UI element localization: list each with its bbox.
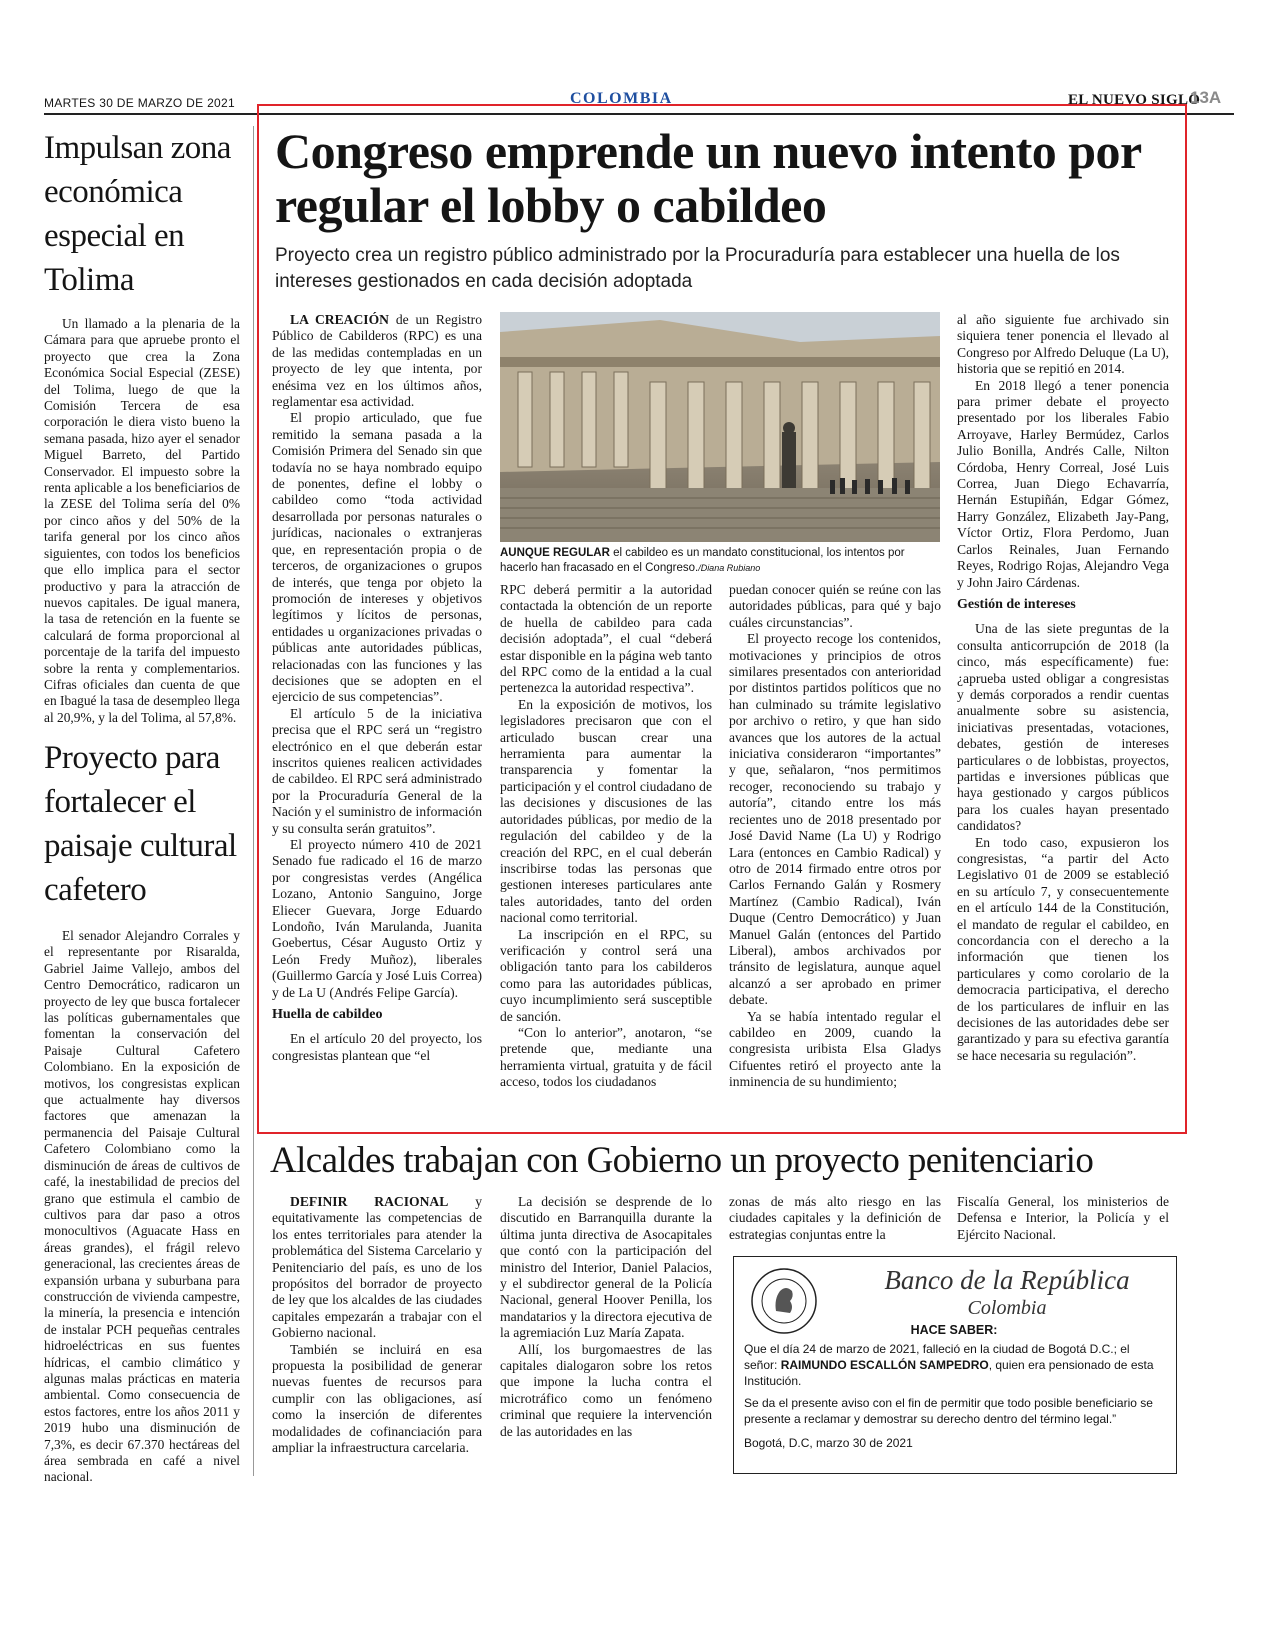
paragraph: Fiscalía General, los ministerios de Defensa e Interior, la Policía y el Ejército Nacional. bbox=[957, 1194, 1169, 1242]
issue-date: MARTES 30 DE MARZO DE 2021 bbox=[44, 96, 235, 110]
main-col-4 bbox=[957, 312, 1169, 1064]
second-col-2 bbox=[500, 1194, 712, 1440]
paragraph: Ya se había intentado regular el cabildeo en 2009, cuando la congresista uribista Elsa Gladys Cifuentes retiró el proyecto ante la inminencia de su hundimiento; bbox=[729, 1008, 941, 1090]
paragraph: Una de las siete preguntas de la consulta anticorrupción de 2018 (la cinco, más específicamente) fue: ¿aprueba usted obligar a congresistas y demás corporados a rendir cuentas anualmente sobre su asistencia, iniciativas presentadas, votaciones, debates, gestión de intereses particulares o de lobbistas, proyectos, partidas e inversiones públicas que haya gestionado y cargos públicos para los cuales hayan presentado candidatos? bbox=[957, 621, 1169, 834]
paragraph: El artículo 5 de la iniciativa precisa que el RPC será un “registro electrónico en el que deberán estar inscritos quienes realicen actividades de cabildeo. El RPC será administrado por la Procuraduría General de la Nación y el suministro de información y su consulta serán gratuitos”. bbox=[272, 705, 482, 836]
notice-title: Banco de la República bbox=[884, 1265, 1130, 1295]
second-headline: Alcaldes trabajan con Gobierno un proyecto penitenciario bbox=[270, 1140, 1094, 1181]
notice-body bbox=[744, 1341, 1164, 1451]
capitol-illustration bbox=[500, 312, 940, 542]
paragraph: También se incluirá en esa propuesta la posibilidad de generar nuevas fuentes de recursos para cumplir con las obligaciones, así como la inserción de diferentes modalidades de cofinanciación para ampliar la infraestructura carcelaria. bbox=[272, 1341, 482, 1456]
paragraph: El propio articulado, que fue remitido la semana pasada a la Comisión Primera del Senado sin que todavía no se haya nombrado equipo de ponentes, define el lobby o cabildeo como “toda actividad desarrollada por personas naturales o jurídicas, nacionales o extranjeras que, en representación propia o de terceros, de organizaciones o grupos de interés, que tenga por objeto la promoción de intereses y objetivos legítimos y lícitos de personas, entidades u organizaciones privadas o públicas ante autoridades públicas, relacionadas con las funciones y las decisiones que se adopten en el ejercicio de sus competencias”. bbox=[272, 410, 482, 705]
section-label: COLOMBIA bbox=[570, 90, 673, 107]
sidebar-body: El senador Alejandro Corrales y el representante por Risaralda, Gabriel Jaime Vallejo, ambos del Centro Democrático, radicaron un proyecto de ley que busca fortalecer las políticas gubernamentales que fomentan la conservación del Paisaje Cultural Cafetero Colombiano. En la exposición de motivos, los congresistas explican que actualmente hay diversos factores que amenazan la permanencia del Paisaje Cultural Cafetero Colombiano como la disminución de áreas de cultivos de café, la inestabilidad de precios del grano que estimula el cambio de cultivos para dar paso a otros monocultivos (Aguacate Hass en áreas grandes), el frágil relevo generacional, las crecientes áreas de expansión urbana y suburbana para construcción de vivienda campestre, la minería, la presencia e intención de instalar PCH pequeñas centrales hidroeléctricas en sus fuentes hídricas, el cambio climático y algunas malas prácticas en materia ambiental. Como consecuencia de estos factores, entre los años 2011 y 2019 hubo una disminución de 7,3%, es decir 67.370 hectáreas del área sembrada en café a nivel nacional. bbox=[44, 928, 240, 1485]
paragraph: puedan conocer quién se reúne con las autoridades públicas, para qué y bajo cuáles circunstancias”. bbox=[729, 582, 941, 630]
paragraph: Allí, los burgomaestres de las capitales dialogaron sobre los retos que impone la lucha contra el microtráfico como un fenómeno criminal que requiere la intervención de las autoridades en las bbox=[500, 1341, 712, 1439]
second-col-1 bbox=[272, 1194, 482, 1457]
paragraph: RPC deberá permitir a la autoridad contactada la obtención de un reporte de huella de cabildeo para cada decisión adoptada”, el cual “deberá estar disponible en la página web tanto del RPC como de la entidad a la cual pertenezca la autoridad respectiva”. bbox=[500, 582, 712, 696]
main-col-1 bbox=[272, 312, 482, 1064]
notice-signature: Bogotá, D.C, marzo 30 de 2021 bbox=[744, 1436, 913, 1450]
paragraph: En el artículo 20 del proyecto, los congresistas plantean que “el bbox=[272, 1031, 482, 1063]
main-dek: Proyecto crea un registro público administrado por la Procuraduría para establecer una huella de los intereses gestionados en cada decisión adoptada bbox=[275, 245, 1120, 292]
paragraph: En 2018 llegó a tener ponencia para primer debate el proyecto presentado por los liberales Fabio Arroyave, Harley Bermúdez, Carlos Julio Bonilla, Andrés Calle, Nilton Córdoba, Henry Correal, José Luis Correa, Juan Diego Echavarría, Hernán Estupiñán, Edgar Gómez, Harry González, Elizabeth Jay-Pang, Víctor Ortiz, Flora Perdomo, Juan Carlos Reinales, Juan Fernando Reyes, Rodrigo Rojas, Alejandro Vega y John Jairo Cárdenas. bbox=[957, 377, 1169, 590]
second-col-4 bbox=[957, 1194, 1169, 1243]
sidebar-headline: Proyecto para fortalecer el paisaje cultural cafetero bbox=[44, 740, 237, 908]
notice-line: Se da el presente aviso con el fin de permitir que todo posible beneficiario se presente a reclamar y demostrar su derecho dentro del término legal.” bbox=[744, 1396, 1153, 1426]
paragraph: “Con lo anterior”, anotaron, “se pretende que, mediante una herramienta virtual, gratuita y de fácil acceso, todos los ciudadanos bbox=[500, 1024, 712, 1090]
paragraph: y equitativamente las competencias de los entes territoriales para atender la problemática del Sistema Carcelario y Penitenciario del país, es uno de los propósitos del borrador de proyecto de ley que los alcaldes de las ciudades capitales empezarán a trabajar con el Gobierno nacional. bbox=[272, 1194, 482, 1341]
sidebar-body: Un llamado a la plenaria de la Cámara para que apruebe pronto el proyecto que crea la Zona Económica Social Especial (ZESE) del Tolima, luego de que la Comisión Tercera de esa corporación le diera visto bueno la semana pasada, hizo ayer el senador Miguel Barreto, del Partido Conservador. El impuesto sobre la renta aplicable a los beneficiarios de la ZESE del Tolima sería del 0% por cinco años y del 50% de la tarifa general por los cinco años siguientes, con todos los beneficios que ello implica para el sector productivo y para la atracción de nuevos capitales. De igual manera, la tasa de retención en la fuente se calculará de forma proporcional al porcentaje de la tarifa del impuesto sobre la renta y complementarios. Cifras oficiales dan cuenta de que en Ibagué la tasa de desempleo llega al 20,9%, y la del Tolima, al 57,8%. bbox=[44, 316, 240, 725]
sidebar-story-cafe bbox=[44, 736, 240, 1486]
masthead: EL NUEVO SIGLO bbox=[1068, 92, 1201, 108]
capitol-photo bbox=[500, 312, 940, 542]
caption-lead: AUNQUE REGULAR bbox=[500, 547, 610, 559]
notice-hace-saber: HACE SABER: bbox=[910, 1323, 998, 1337]
photo-caption bbox=[500, 546, 940, 576]
main-col-3 bbox=[729, 582, 941, 1091]
paragraph: La decisión se desprende de lo discutido en Barranquilla durante la última junta directiva de Asocapitales que contó con la participación del ministro del Interior, Daniel Palacios, y el subdirector general de la Policía Nacional, general Hoover Penilla, los mandatarios y la directora ejecutiva de la agremiación Luz María Zapata. bbox=[500, 1194, 712, 1341]
photo-credit: /Diana Rubiano bbox=[698, 563, 761, 573]
paragraph: al año siguiente fue archivado sin siquiera tener ponencia el llevado al Congreso por Alfredo Deluque (La U), historia que se repitió en 2014. bbox=[957, 312, 1169, 377]
paragraph: El proyecto número 410 de 2021 Senado fue radicado el 16 de marzo por congresistas verdes (Angélica Lozano, Antonio Sanguino, Jorge Eliecer Guevara, Jorge Eduardo Londoño, Iván Marulanda, Juanita Goebertus, César Augusto Ortiz y León Fredy Muñoz), liberales (Guillermo García y José Luis Correa) y de La U (Andrés Felipe García). bbox=[272, 837, 482, 1000]
sidebar-headline: Impulsan zona económica especial en Tolima bbox=[44, 130, 231, 298]
second-col-3 bbox=[729, 1194, 941, 1243]
paragraph: El proyecto recoge los contenidos, motivaciones y principios de otros similares presentados con anterioridad por distintos partidos políticos que no han culminado su trámite legislativo por archivo o retiro, y que han sido avances que los autores de la actual iniciativa consideraron “importantes” y que, señalaron, “nos permitimos recoger, reconociendo su trabajo y autoría”, citando entre los más recientes uno de 2018 presentado por José David Name (La U) y Rodrigo Lara (entonces en Cambio Radical) y otro de 2014 firmado entre otros por Carlos Fernando Galán y Rosmery Martínez (Cambio Radical), Iván Duque (Centro Democrático) y Juan Manuel Galán (entonces del Partido Liberal), ambos archivados por tránsito de legislatura, aunque aquel alcanzó a ser aprobado en primer debate. bbox=[729, 631, 941, 1008]
paragraph: zonas de más alto riesgo en las ciudades capitales y la definición de estrategias conjuntas entre la bbox=[729, 1194, 941, 1242]
main-headline: Congreso emprende un nuevo intento por regular el lobby o cabildeo bbox=[275, 123, 1141, 233]
main-col-2 bbox=[500, 582, 712, 1091]
paragraph: En la exposición de motivos, los legisladores precisaron que con el articulado buscan crear una herramienta para aumentar la transparencia y fomentar la participación y el control ciudadano de las decisiones y discusiones de las autoridades públicas, por medio de la regulación del cabildeo y de la creación del RPC, en el cual deberán inscribirse todas las personas que gestionen intereses particulares ante tales autoridades, tanto del orden nacional como territorial. bbox=[500, 696, 712, 926]
lead-in: LA CREACIÓN bbox=[290, 312, 389, 327]
lead-in: DEFINIR RACIONAL bbox=[290, 1194, 449, 1209]
notice-line: , quien era pensionado de esta Institución. bbox=[744, 1358, 1154, 1388]
sidebar-story-zese bbox=[44, 126, 240, 726]
paragraph: de un Registro Público de Cabilderos (RPC) es una de las medidas contempladas en un proyecto de ley que intenta, por enésima vez en los últimos años, reglamentar esa actividad. bbox=[272, 312, 482, 410]
column-divider bbox=[253, 126, 254, 1476]
paragraph: La inscripción en el RPC, su verificación y control será una obligación tanto para los cabilderos como para las autoridades públicas, cuyo incumplimiento será susceptible de sanción. bbox=[500, 926, 712, 1024]
caption-text: el cabildeo es un mandato constitucional, los intentos por hacerlo han fracasado en el Congreso. bbox=[500, 547, 905, 574]
notice-line: Que el día 24 de marzo de 2021, falleció en la ciudad de Bogotá D.C.; el señor: bbox=[744, 1342, 1130, 1372]
notice-subtitle: Colombia bbox=[967, 1297, 1047, 1319]
obituary-notice bbox=[733, 1256, 1177, 1474]
deceased-name: RAIMUNDO ESCALLÓN SAMPEDRO bbox=[780, 1358, 989, 1372]
paragraph: En todo caso, expusieron los congresistas, “a partir del Acto Legislativo 01 de 2009 se estableció en su artículo 7, y consecuentemente en el artículo 144 de la Constitución, el mandato de regular el cabildeo, en concordancia con el derecho a la información que tienen los particulares y como corolario de la democracia participativa, el derecho de los particulares de influir en las decisiones de las autoridades debe ser garantizado y para su efectiva garantía se hace necesaria su regulación”. bbox=[957, 834, 1169, 1063]
subhead: Huella de cabildeo bbox=[272, 1007, 383, 1023]
page-number: 13A bbox=[1190, 88, 1222, 107]
subhead: Gestión de intereses bbox=[957, 596, 1076, 612]
